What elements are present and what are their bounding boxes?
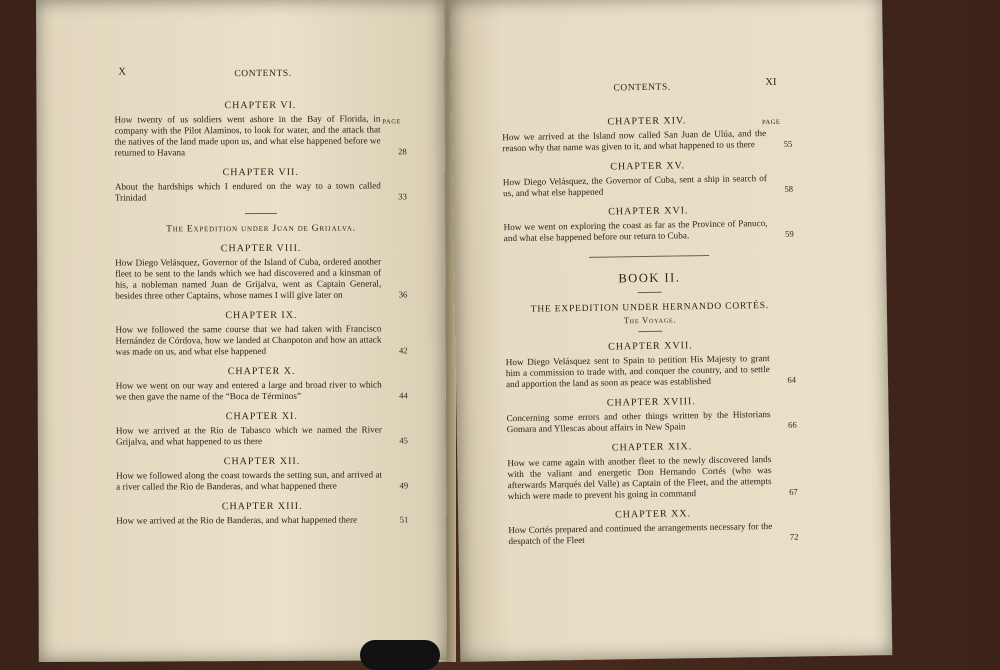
entry-page: 28 xyxy=(398,146,407,157)
chapter-heading: CHAPTER XX. xyxy=(615,508,692,521)
entry-text: About the hardships which I endured on the way to a town called Trinidad xyxy=(114,180,381,203)
left-page xyxy=(36,0,447,662)
chapter-heading: CHAPTER XII. xyxy=(223,455,301,468)
toc-entry[interactable] xyxy=(507,454,798,503)
entry-page: 42 xyxy=(398,345,408,356)
chapter-heading: CHAPTER IX. xyxy=(225,309,298,322)
toc-entry[interactable] xyxy=(115,256,407,301)
entry-page: 64 xyxy=(787,374,797,385)
chapter-heading: CHAPTER X. xyxy=(227,365,296,378)
entry-text: How Diego Velásquez sent to Spain to petition His Majesty to grant him a commission to trade with, and conquer the country, and to settle and apportion the land as soon as peace was established xyxy=(505,353,770,390)
chapter-heading: CHAPTER VIII. xyxy=(220,242,302,255)
toc-entry[interactable] xyxy=(115,113,407,158)
entry-page: 33 xyxy=(398,191,407,202)
chapter-heading: CHAPTER XVI. xyxy=(608,205,689,218)
divider xyxy=(589,255,709,258)
entry-text: How we arrived at the Rio de Tabasco which we named the River Grijalva, and what happened to us there xyxy=(115,424,382,447)
chapter-heading: CHAPTER XIV. xyxy=(607,115,687,128)
chapter-heading: CHAPTER XIX. xyxy=(611,441,693,454)
entry-page: 36 xyxy=(398,289,408,300)
chapter-heading: CHAPTER VII. xyxy=(222,166,299,179)
running-head-left: CONTENTS. xyxy=(234,68,292,80)
sub-heading: The Voyage. xyxy=(623,314,677,326)
entry-text: How we went on exploring the coast as far as the Province of Panuco, and what else happened before our return to Cuba. xyxy=(503,218,768,244)
entry-text: How Diego Velásquez, Governor of the Island of Cuba, ordered another fleet to be sent to the lands which we had discovered and a kinsman of his, a nobleman named Juan de Grijalva, went as Captain General, besides three other Captains, whose names I will give later on xyxy=(115,256,382,301)
entry-text: How Diego Velásquez, the Governor of Cuba, sent a ship in search of us, and what else happened xyxy=(502,173,767,199)
chapter-heading: CHAPTER XIII. xyxy=(221,500,303,513)
toc-entry[interactable] xyxy=(503,218,793,245)
chapter-heading: CHAPTER XVIII. xyxy=(606,396,696,409)
page-label-right: PAGE xyxy=(761,118,781,127)
entry-text: How Cortés prepared and continued the arrangements necessary for the despatch of the Fleet xyxy=(508,521,773,547)
toc-entry[interactable] xyxy=(508,521,798,548)
entry-text: How we followed the same course that we had taken with Francisco Hernández de Córdova, how we landed at Chanpoton and how an attack was made on us, and what else happened xyxy=(115,323,382,357)
chapter-heading: CHAPTER XV. xyxy=(610,160,686,173)
toc-entry[interactable] xyxy=(116,379,408,402)
section-heading: THE EXPEDITION UNDER HERNANDO CORTÉS. xyxy=(530,301,770,315)
entry-text: How twenty of us soldiers went ashore in the Bay of Florida, in company with the Pilot Alaminos, to look for water, and the attack that the natives of the land made upon us, and what else happened before we returned to Havana xyxy=(114,113,381,158)
entry-page: 51 xyxy=(399,514,409,525)
toc-entry[interactable] xyxy=(506,409,796,436)
entry-page: 66 xyxy=(788,419,797,430)
page-number-left: X xyxy=(118,66,126,78)
entry-page: 59 xyxy=(785,228,794,239)
entry-page: 67 xyxy=(789,486,798,497)
toc-entry[interactable] xyxy=(116,469,408,492)
page-label-left: PAGE xyxy=(382,118,401,126)
entry-page: 49 xyxy=(399,480,409,491)
toc-entry[interactable] xyxy=(502,128,792,155)
divider xyxy=(638,292,662,293)
entry-text: How we arrived at the Rio de Banderas, and what happened there xyxy=(116,514,358,526)
entry-text: How we followed along the coast towards the setting sun, and arrived at a river called the Rio de Banderas, and what happened there xyxy=(116,469,383,492)
entry-text: How we went on our way and entered a large and broad river to which we then gave the name of the “Boca de Términos” xyxy=(115,379,382,402)
toc-entry[interactable] xyxy=(115,323,407,357)
chapter-heading: CHAPTER VI. xyxy=(224,99,297,112)
page-number-right: XI xyxy=(765,76,777,89)
divider xyxy=(638,331,662,332)
divider xyxy=(245,213,277,214)
right-page xyxy=(450,0,892,662)
right-contents xyxy=(502,105,799,548)
book-heading: BOOK II. xyxy=(618,270,681,286)
toc-entry[interactable] xyxy=(116,424,408,447)
entry-text: How we came again with another fleet to the newly discovered lands with the valiant and energetic Don Hernando Cortés (who was afterwards Marqués del Valle) as Captain of the Fleet, and the attempts which were made to prevent his going in command xyxy=(507,454,772,502)
toc-entry[interactable] xyxy=(506,353,796,391)
toc-entry[interactable] xyxy=(115,180,407,203)
page-clip xyxy=(360,640,440,670)
entry-text: Concerning some errors and other things written by the Historians Gomara and Yllescas about affairs in New Spain xyxy=(506,409,771,435)
chapter-heading: CHAPTER XI. xyxy=(225,410,298,423)
entry-text: How we arrived at the Island now called San Juan de Ulúa, and the reason why that name was given to it, and what happened to us there xyxy=(502,128,767,154)
left-contents xyxy=(114,90,408,526)
entry-page: 45 xyxy=(399,435,408,446)
entry-page: 58 xyxy=(784,183,794,194)
chapter-heading: CHAPTER XVII. xyxy=(608,340,693,353)
toc-entry[interactable] xyxy=(503,173,793,200)
entry-page: 72 xyxy=(789,531,799,542)
entry-page: 55 xyxy=(783,138,793,149)
entry-page: 44 xyxy=(399,390,408,401)
running-head-right: CONTENTS. xyxy=(613,82,671,94)
toc-entry[interactable] xyxy=(116,514,408,526)
section-heading: The Expedition under Juan de Grijalva. xyxy=(166,223,356,235)
